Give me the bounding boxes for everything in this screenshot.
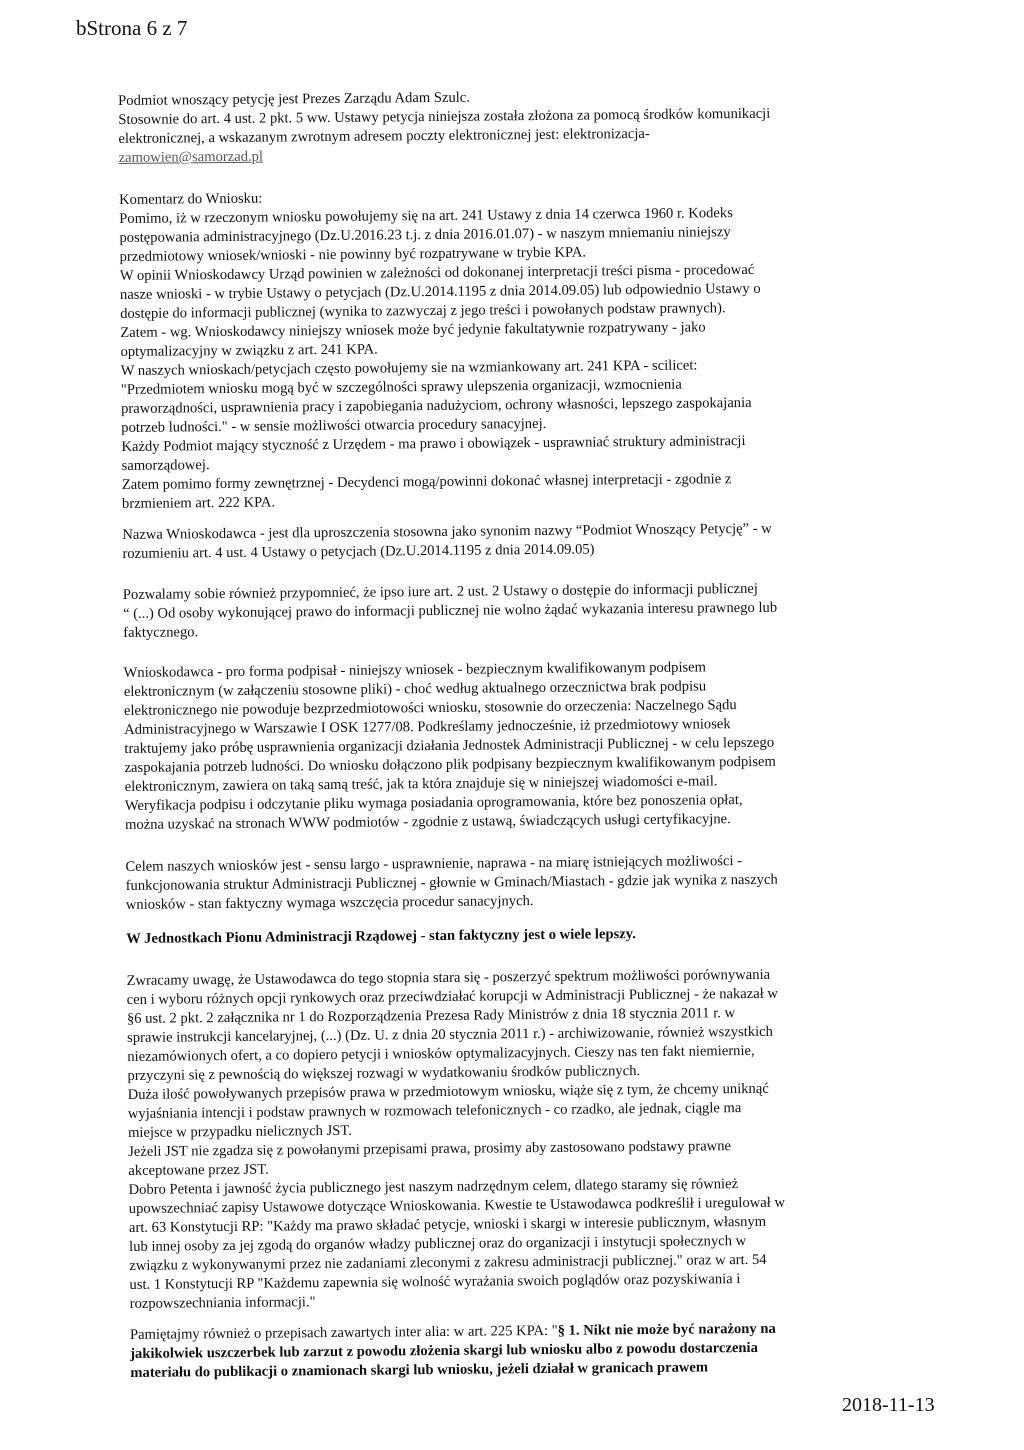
text-line: rozumieniu art. 4 ust. 4 Ustawy o petycjach (Dz.U.2014.1195 z dnia 2014.09.05) [122,541,595,562]
final-bold-text: § 1. Nikt nie może być narażony na [557,1320,776,1339]
text-line: Zwracamy uwagę, że Ustawodawca do tego stopnia stara się - poszerzyć spektrum możliwości porównywania [126,966,771,989]
text-line: Komentarz do Wniosku: [118,190,263,208]
text-line: Celem naszych wniosków jest - sensu largo - usprawnienie, naprawa - na miarę istniejących możliwości - [125,853,743,875]
text-line: elektronicznym, zawiera on taką samą treść, jak ta która znajduje się w niniejszej wiadomości e-mail. [124,773,718,795]
text-line: postępowania administracyjnego (Dz.U.2016.23 t.j. z dnia 2016.01.07) - w naszym mniemaniu niniejszy [119,224,731,246]
text-line: Każdy Podmiot mający styczność z Urzędem - ma prawo i obowiązek - usprawniać struktury administracji [121,432,746,455]
footer-date: 2018-11-13 [842,1394,935,1416]
section-heading [126,922,922,949]
text-line: Stosownie do art. 4 ust. 2 pkt. 5 ww. Ustawy petycja niniejsza została złożona za pomocą środków komunikacji [118,105,771,128]
text-line: §6 ust. 2 pkt. 2 załącznika nr 1 do Rozporządzenia Prezesa Rady Ministrów z dnia 18 stycznia 2011 r. w [126,1005,736,1027]
text-line: Jeżeli JST nie zgadza się z powołanymi przepisami prawa, prosimy aby zastosowano podstawy prawne [128,1138,732,1160]
text-line: niezamówionych ofert, a co dopiero petycji i wniosków optymalizacyjnych. Cieszy nas ten fakt niemiernie, [127,1042,755,1065]
email-link[interactable]: zamowien@samorzad.pl [118,148,264,166]
text-line: brzmieniem art. 222 KPA. [121,494,276,512]
text-line: Zatem pomimo formy zewnętrznej - Decydenci mogą/powinni dokonać własnej interpretacji - zgodnie z [121,471,732,493]
goal-paragraph [125,850,922,915]
text-line: zaspokajania potrzeb ludności. Do wniosku dołączono plik podpisany bezpiecznym kwalifikowanym podpisem [124,753,776,776]
text-line: Podmiot wnoszący petycję jest Prezes Zarządu Adam Szulc. [118,89,470,109]
text-line: elektronicznej, a wskazanym zwrotnym adresem poczty elektronicznej jest: elektronizacja- [118,125,650,147]
text-line: potrzeb ludności." - w sensie możliwości otwarcia procedury sanacyjnej. [121,415,547,436]
text-line: jakikolwiek uszczerbek lub zarzut z powodu złożenia skargi lub wniosku albo z powodu dostarczenia [130,1339,758,1362]
text-line: samorządowej. [121,457,210,474]
document-body [118,80,926,1381]
text-line: art. 63 Konstytucji RP: "Każdy ma prawo składać petycje, wnioski i skargi w interesie publicznym, własnym [128,1213,767,1236]
text-line: wyjaśniania intencji i podstaw prawnych w rozmowach telefonicznych - co rzadko, ale jednak, ciągle ma [127,1100,742,1122]
text-line: nasze wnioski - w trybie Ustawy o petycjach (Dz.U.2014.1195 z dnia 2014.09.05) lub odpowiednio Ustawy o [119,280,761,303]
bold-heading: W Jednostkach Pionu Administracji Rządowej - stan faktyczny jest o wiele lepszy. [126,926,636,947]
text-line: elektronicznego nie powoduje bezprzedmiotowości wniosku, stosownie do orzeczenia: Naczelnego Sądu [123,697,737,719]
text-line: rozpowszechniania informacji." [129,1294,316,1312]
text-line: wniosków - stan faktyczny wymaga wszczęcia procedur sanacyjnych. [125,893,534,913]
text-line: Weryfikacja podpisu i odczytanie pliku wymaga posiadania oprogramowania, które bez ponoszenia opłat, [124,792,743,814]
text-line: związku z wykonywanymi przez nie zadaniami zleconymi z zakresu administracji publicznej." oraz w art. 54 [129,1251,767,1274]
attention-paragraph [126,964,925,1314]
text-line: “ (...) Od osoby wykonującej prawo do informacji publicznej nie wolno żądać wykazania interesu prawnego lub [122,599,778,622]
text-line: lub innej osoby za jej zgodą do organów władzy publicznej oraz do organizacji i instytucji społecznych w [129,1233,747,1255]
text-line: W opinii Wnioskodawcy Urząd powinien w zależności od dokonanej interpretacji treści pisma - procedować [119,261,755,284]
text-line: Duża ilość powoływanych przepisów prawa w przedmiotowym wniosku, wiąże się z tym, że chcemy uniknąć [127,1080,769,1103]
name-note-paragraph [122,518,918,564]
text-line: można uzyskać na stronach WWW podmiotów - zgodnie z ustawą, świadczących usługi certyfikacyjne. [124,811,731,833]
text-line: Pomimo, iż w rzeczonym wniosku powołujemy się na art. 241 Ustawy z dnia 14 czerwca 1960 r. Kodeks [119,205,733,227]
text-line: cen i wyboru różnych opcji rynkowych oraz przeciwdziałać korupcji w Administracji Publicznej - że nakazał w [126,985,779,1008]
text-line: akceptowane przez JST. [128,1161,269,1179]
text-line: traktujemy jako próbę usprawnienia organizacji działania Jednostek Administracji Publicznej - w celu lepszego [124,734,775,757]
comment-paragraph [119,183,918,514]
final-paragraph [130,1318,927,1383]
reminder-paragraph [123,578,920,643]
intro-paragraph [118,84,915,168]
text-line: optymalizacyjny w związku z art. 241 KPA. [120,341,378,360]
text-line: funkcjonowania struktur Administracji Publicznej - głownie w Gminach/Miastach - gdzie jak wynika z naszych [125,871,778,894]
text-line: przyczyni się z pewnością do większej rozwagi w wydatkowaniu środków publicznych. [127,1063,641,1084]
text-line: praworządności, usprawnienia pracy i zapobiegania nadużyciom, ochrony własności, lepszego zaspokajania [121,394,752,417]
text-line: W naszych wnioskach/petycjach często powołujemy sie na wzmiankowany art. 241 KPA - scilicet: [120,357,698,379]
text-line: faktycznego. [123,624,199,641]
text-line: Nazwa Wnioskodawca - jest dla uproszczenia stosowna jako synonim nazwy “Podmiot Wnoszący Petycję” - w [122,520,772,543]
page-header: bStrona 6 z 7 [76,16,188,40]
text-line: sprawie instrukcji kancelaryjnej, (...) (Dz. U. z dnia 20 stycznia 2011 r.) - archiwizowanie, również wszystkich [127,1023,773,1046]
text-line: dostępie do informacji publicznej (wynika to zazwyczaj z jego treści i powołanych podstaw prawnych). [120,300,726,322]
text-line: upowszechniać zapisy Ustawowe dotyczące Wnioskowania. Kwestie te Ustawodawca podkreślił i uregulował w [128,1194,786,1217]
text-line: przedmiotowy wniosek/wnioski - nie powinny być rozpatrywane w trybie KPA. [119,244,587,265]
text-line: Administracyjnego w Warszawie I OSK 1277/08. Podkreślamy jednocześnie, iż przedmiotowy wniosek [124,716,731,738]
text-line: Dobro Petenta i jawność życia publicznego jest naszym nadrzędnym celem, dlatego staramy się również [128,1176,739,1198]
text-line: Pozwalamy sobie również przypomnieć, że ipso iure art. 2 ust. 2 Ustawy o dostępie do informacji publicznej [122,580,758,603]
text-line: elektronicznym (w załączeniu stosowne pliki) - choć według aktualnego orzecznictwa brak podpisu [123,678,707,700]
text-line: miejsce w przypadku nielicznych JST. [127,1122,352,1141]
signature-paragraph [124,656,922,835]
final-plain-text: Pamiętajmy również o przepisach zawartych inter alia: w art. 225 KPA: " [129,1322,558,1343]
text-line: materiału do publikacji o znamionach skargi lub wniosku, jeżeli działał w granicach prawem [130,1359,709,1381]
text-line: Wnioskodawca - pro forma podpisał - niniejszy wniosek - bezpiecznym kwalifikowanym podpisem [123,659,707,681]
text-line: ust. 1 Konstytucji RP "Każdemu zapewnia się wolność wyrażania swoich poglądów oraz pozyskiwania i [129,1271,741,1293]
text-line: Zatem - wg. Wnioskodawcy niniejszy wniosek może być jedynie fakultatywnie rozpatrywany - jako [120,319,706,341]
text-line: "Przedmiotem wniosku mogą być w szczególności sprawy ulepszenia organizacji, wzmocnienia [120,376,682,398]
